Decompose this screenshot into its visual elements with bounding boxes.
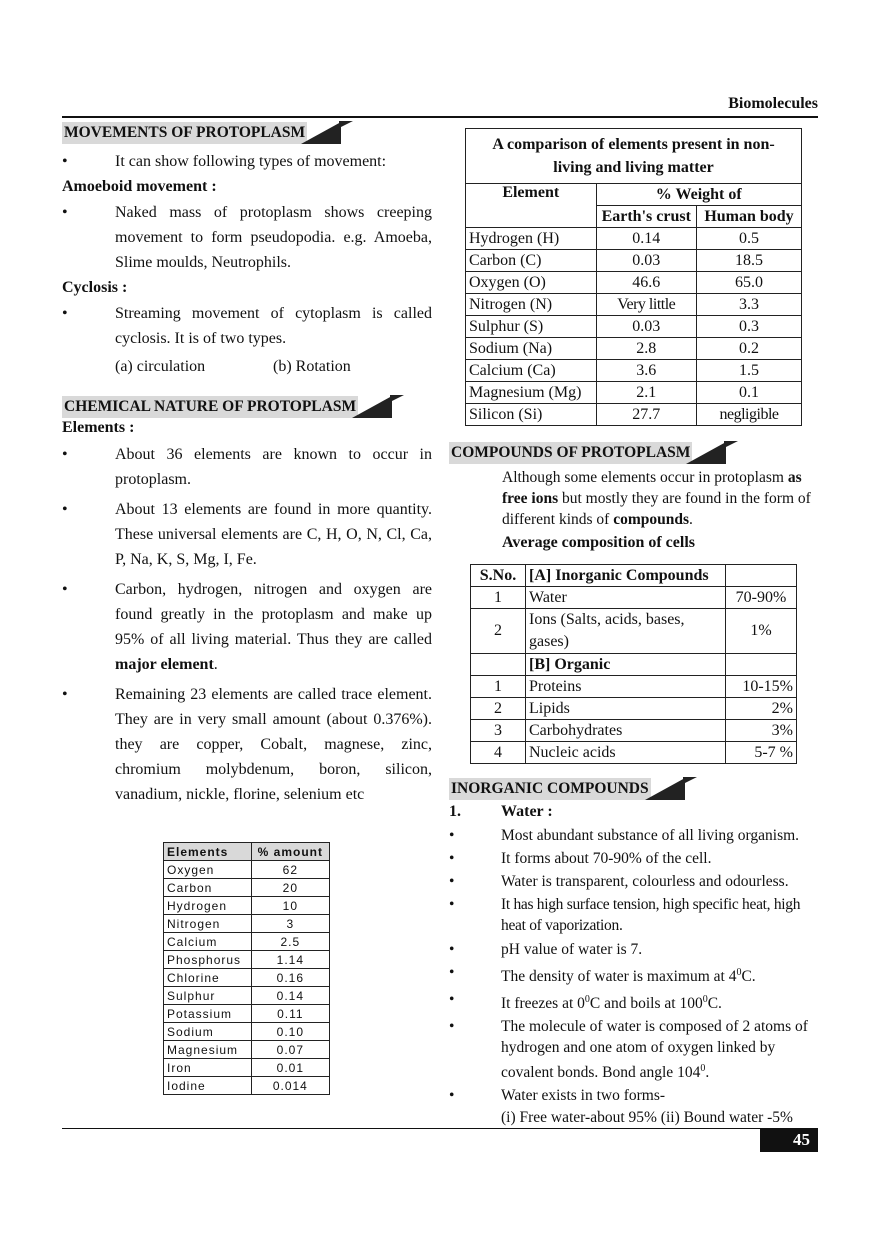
section-heading-movements [62, 121, 432, 145]
running-title: Biomolecules [728, 95, 818, 112]
section-heading-text: INORGANIC COMPOUNDS [449, 778, 651, 800]
table-cell: Sulphur (S) [466, 316, 597, 338]
table-cell: Proteins [526, 676, 726, 698]
table-cell: Nucleic acids [526, 742, 726, 764]
table-cell: 0.10 [251, 1023, 329, 1041]
table-cell: Oxygen [164, 861, 252, 879]
table-cell: 2% [726, 698, 797, 720]
table-cell: 65.0 [697, 272, 802, 294]
heading-ornament [352, 396, 392, 418]
table-cell: Nitrogen [164, 915, 252, 933]
table-row [466, 316, 802, 338]
bottom-rule [62, 1128, 818, 1129]
table-cell: 2 [471, 698, 526, 720]
table-cell: Sulphur [164, 987, 252, 1005]
bullet-item: • Most abundant substance of all living organism. [449, 827, 800, 844]
element-amount-table [163, 842, 330, 1095]
table-cell: 2.1 [596, 382, 697, 404]
table-row [466, 228, 802, 250]
column-header: Human body [697, 206, 802, 228]
table-cell: 20 [251, 879, 329, 897]
table-row [471, 742, 797, 764]
bullet-item: • It can show following types of movement: [62, 153, 387, 170]
table-row [164, 1077, 330, 1095]
table-cell: 10-15% [726, 676, 797, 698]
table-cell: 1.14 [251, 951, 329, 969]
bullet-item: • The molecule of water is composed of 2 atoms of hydrogen and one atom of oxygen linked by covalent bonds. Bond angle $104^0$. [449, 1018, 808, 1082]
table-cell: Magnesium [164, 1041, 252, 1059]
table-row [471, 698, 797, 720]
table-row [164, 951, 330, 969]
section-heading-compounds [449, 441, 819, 465]
table-cell: Hydrogen (H) [466, 228, 597, 250]
heading-ornament [301, 122, 341, 144]
table-cell: 0.01 [251, 1059, 329, 1077]
table-cell: Magnesium (Mg) [466, 382, 597, 404]
table-cell: 1 [471, 676, 526, 698]
table-cell: 3% [726, 720, 797, 742]
table-cell: Sodium [164, 1023, 252, 1041]
table-row [466, 360, 802, 382]
section-heading-chemical [62, 395, 432, 419]
table-row [466, 294, 802, 316]
table-cell: 10 [251, 897, 329, 915]
subheading-cyclosis: Cyclosis : [62, 279, 128, 296]
compounds-paragraph: Although some elements occur in protoplasm as free ions but mostly they are found in the form of different kinds of compounds. [502, 469, 811, 528]
subheading-amoeboid: Amoeboid movement : [62, 178, 217, 195]
table-row [164, 1005, 330, 1023]
column-header: Element [466, 184, 597, 228]
bullet-item: • pH value of water is 7. [449, 941, 643, 958]
composition-table [470, 564, 797, 764]
table-cell: 0.1 [697, 382, 802, 404]
left-column [62, 121, 432, 807]
table-row [466, 338, 802, 360]
table-cell: 0.3 [697, 316, 802, 338]
table-cell: 0.11 [251, 1005, 329, 1023]
table-row [164, 879, 330, 897]
bullet-item: • About 36 elements are known to occur in protoplasm. [62, 446, 432, 488]
table-row [164, 897, 330, 915]
table-cell: 3.3 [697, 294, 802, 316]
table-row [164, 1059, 330, 1077]
table-row [164, 987, 330, 1005]
heading-ornament [645, 778, 685, 800]
section-heading-text: CHEMICAL NATURE OF PROTOPLASM [62, 396, 358, 418]
bullet-item: • About 13 elements are found in more quantity. These universal elements are C, H, O, N, Cl, Ca, P, Na, K, S, Mg, I, Fe. [62, 501, 432, 568]
table-cell: 0.07 [251, 1041, 329, 1059]
table-cell: Calcium (Ca) [466, 360, 597, 382]
right-column [449, 441, 819, 552]
table-cell: 0.14 [251, 987, 329, 1005]
water-heading: 1. Water : [449, 803, 553, 820]
table-cell: Hydrogen [164, 897, 252, 915]
page-number: 45 [760, 1128, 818, 1152]
table-cell: 18.5 [697, 250, 802, 272]
table-row: 1 Water 70-90% [471, 587, 797, 609]
table-cell: 3 [471, 720, 526, 742]
column-header: [B] Organic [526, 654, 726, 676]
table-cell: 27.7 [596, 404, 697, 426]
heading-ornament [686, 442, 726, 464]
table-cell: Lipids [526, 698, 726, 720]
table-row [164, 933, 330, 951]
table-row [164, 915, 330, 933]
table-row [164, 861, 330, 879]
table-cell: Very little [596, 294, 697, 316]
table-row: 2 Ions (Salts, acids, bases, gases) 1% [471, 609, 797, 654]
table-cell: Carbon (C) [466, 250, 597, 272]
bullet-item: • It freezes at $0^0C$ and boils at $100^0C$. [449, 991, 722, 1013]
top-rule [62, 116, 818, 118]
table-cell: 4 [471, 742, 526, 764]
bullet-item: • The density of water is maximum at $4^0C$. [449, 964, 756, 986]
table-cell: Phosphorus [164, 951, 252, 969]
bullet-item: • Water exists in two forms- [449, 1087, 666, 1105]
table-row [466, 404, 802, 426]
column-header: Elements [164, 843, 252, 861]
table-cell: Silicon (Si) [466, 404, 597, 426]
table-cell: 5-7 % [726, 742, 797, 764]
comparison-table [465, 128, 802, 426]
right-column-lower [449, 777, 819, 1128]
table-row [466, 272, 802, 294]
water-forms: (i) Free water-about 95% (ii) Bound water -5% [501, 1109, 793, 1127]
column-header: Earth's crust [596, 206, 697, 228]
table-title: A comparison of elements present in non-living and living matter [466, 129, 802, 184]
table-cell: 3.6 [596, 360, 697, 382]
bullet-item: • Naked mass of protoplasm shows creeping movement to form pseudopodia. e.g. Amoeba, Slime moulds, Neutrophils. [62, 204, 432, 271]
table-cell: 46.6 [596, 272, 697, 294]
table-cell: 2.8 [596, 338, 697, 360]
table-cell: 2.5 [251, 933, 329, 951]
bullet-item: • Carbon, hydrogen, nitrogen and oxygen are found greatly in the protoplasm and make up 95% of all living material. Thus they are called major element. [62, 581, 432, 673]
table-cell: Iodine [164, 1077, 252, 1095]
bullet-item: • It forms about 70-90% of the cell. [449, 850, 712, 867]
table-cell: Calcium [164, 933, 252, 951]
bullet-item: • It has high surface tension, high specific heat, high heat of vaporization. [449, 896, 801, 934]
table-cell: Potassium [164, 1005, 252, 1023]
subheading-elements: Elements : [62, 419, 135, 436]
column-header: % Weight of [596, 184, 802, 206]
table-cell: negligible [697, 404, 802, 426]
table-cell: 0.16 [251, 969, 329, 987]
column-header: S.No. [471, 565, 526, 587]
table-cell: 62 [251, 861, 329, 879]
section-heading-text: COMPOUNDS OF PROTOPLASM [449, 442, 692, 464]
column-header: [A] Inorganic Compounds [526, 565, 726, 587]
bullet-item: • Remaining 23 elements are called trace element. They are in very small amount (about 0.376%). they are copper, Cobalt, magnese, zinc, chromium molybdenum, boron, silicon, vanadium, nickle, florine, selenium etc [62, 686, 432, 803]
table-cell: Nitrogen (N) [466, 294, 597, 316]
cyclosis-types: (a) circulation (b) Rotation [115, 358, 351, 375]
table-cell: 0.03 [596, 316, 697, 338]
table-cell: 0.2 [697, 338, 802, 360]
average-composition-title: Average composition of cells [502, 534, 695, 551]
section-heading-text: MOVEMENTS OF PROTOPLASM [62, 122, 307, 144]
table-cell: 1.5 [697, 360, 802, 382]
table-row [471, 720, 797, 742]
table-cell: Sodium (Na) [466, 338, 597, 360]
table-cell: 3 [251, 915, 329, 933]
table-row [466, 250, 802, 272]
table-row [164, 1041, 330, 1059]
table-cell: Carbohydrates [526, 720, 726, 742]
table-row [471, 676, 797, 698]
table-cell: 0.03 [596, 250, 697, 272]
table-cell: 0.014 [251, 1077, 329, 1095]
section-heading-inorganic [449, 777, 819, 801]
table-row [164, 969, 330, 987]
table-cell: 0.14 [596, 228, 697, 250]
table-cell: 0.5 [697, 228, 802, 250]
bullet-item: • Streaming movement of cytoplasm is called cyclosis. It is of two types. [62, 305, 432, 347]
table-cell: Chlorine [164, 969, 252, 987]
table-cell: Carbon [164, 879, 252, 897]
table-cell: Iron [164, 1059, 252, 1077]
column-header: % amount [251, 843, 329, 861]
bullet-item: • Water is transparent, colourless and odourless. [449, 873, 789, 890]
table-row [164, 1023, 330, 1041]
table-row [466, 382, 802, 404]
table-cell: Oxygen (O) [466, 272, 597, 294]
